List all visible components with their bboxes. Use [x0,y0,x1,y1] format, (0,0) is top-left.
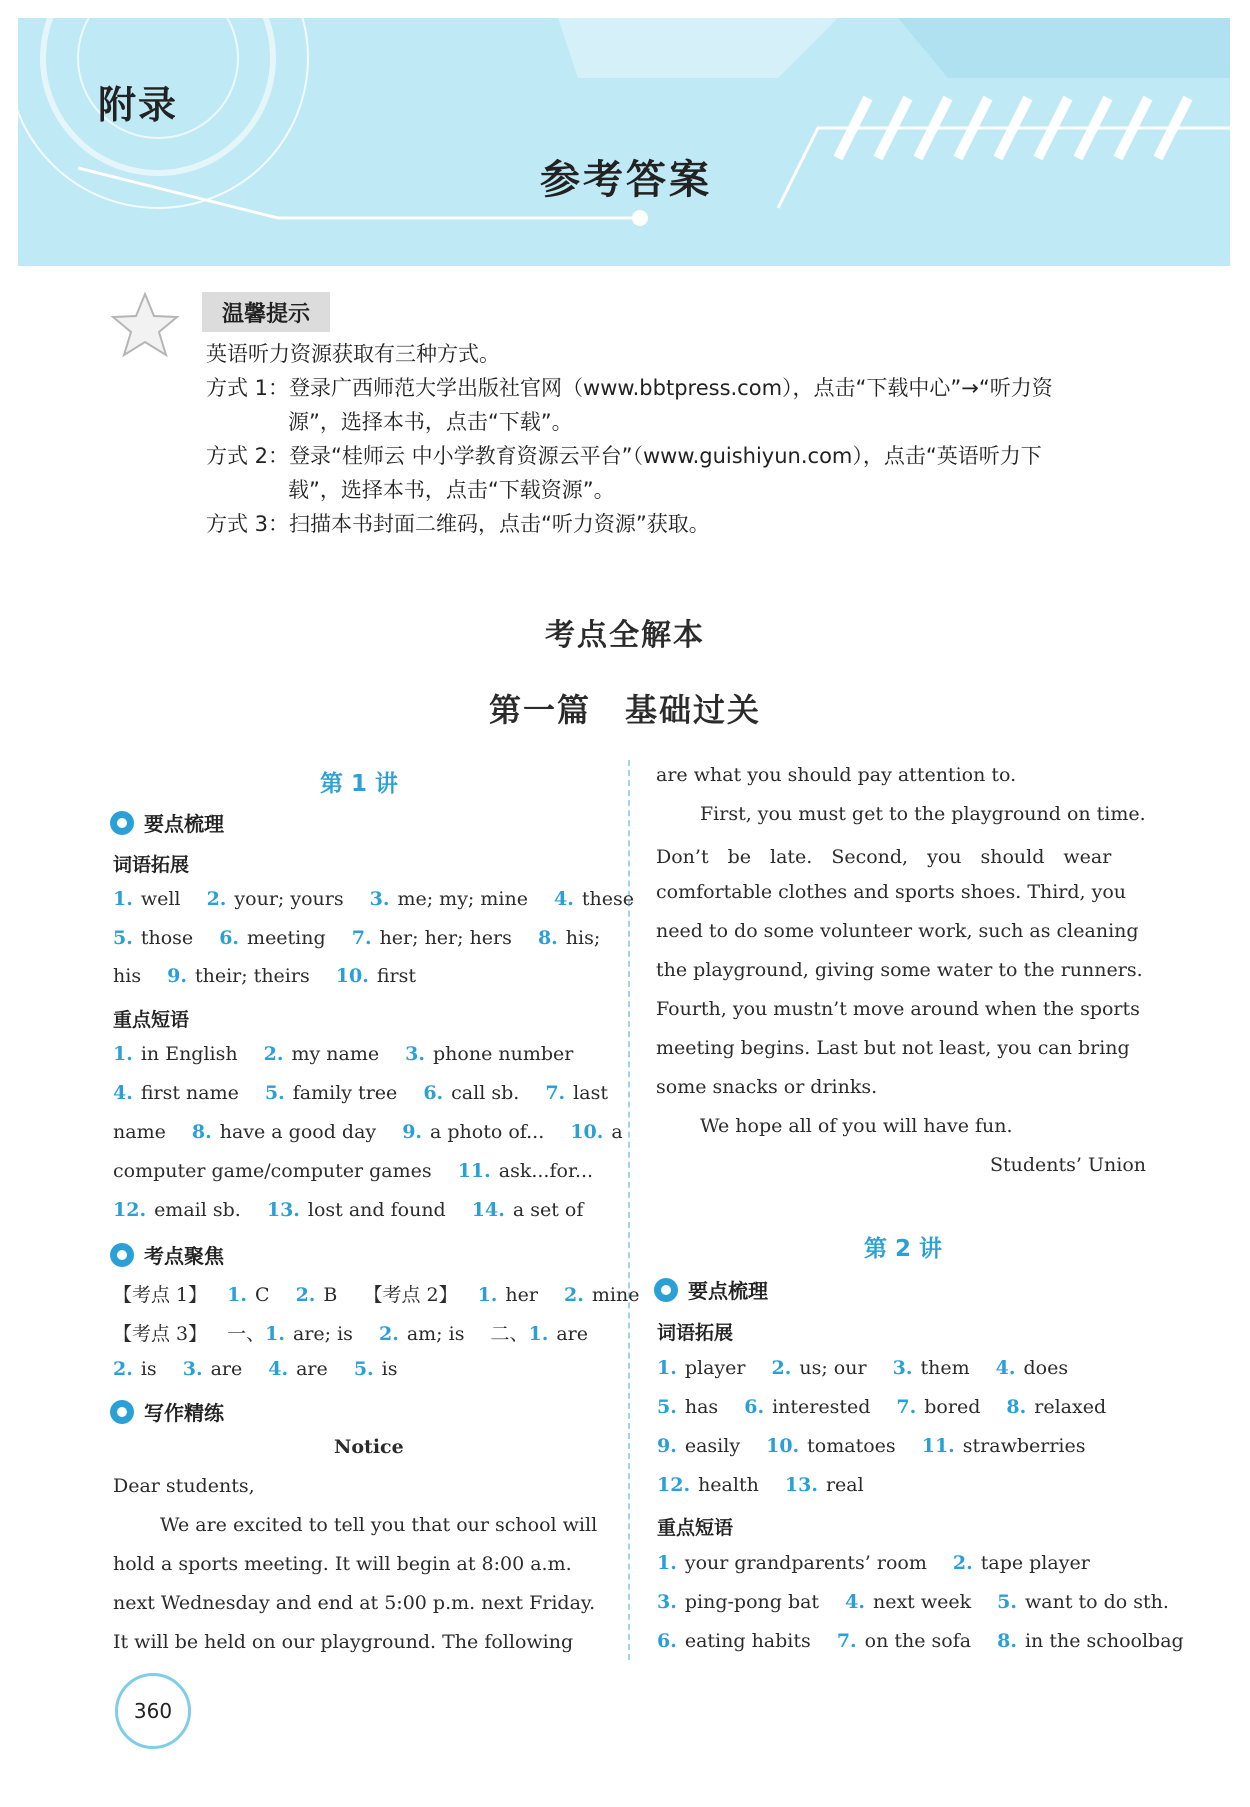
tip-method-1-cont: 源”，选择本书，点击“下载”。 [288,410,573,434]
tip-method-2: 方式 2：登录“桂师云 中小学教育资源云平台”（www.guishiyun.com），点击“英语听力下 [206,444,1042,468]
appendix-label: 附录 [98,83,179,127]
notice-title: Notice [334,1436,404,1458]
star-icon [110,290,180,360]
section-key-points: 要点梳理 [654,1275,768,1304]
lecture-2-heading: 第 2 讲 [864,1236,943,1262]
letter-line: need to do some volunteer work, such as cleaning [656,920,1139,942]
letter-line: are what you should pay attention to. [656,764,1017,786]
phrase-row: 1. your grandparents’ room 2. tape player [657,1552,1090,1574]
letter-line: hold a sports meeting. It will begin at 8:00 a.m. [113,1553,572,1575]
tip-intro: 英语听力资源获取有三种方式。 [206,342,500,366]
letter-line: next Wednesday and end at 5:00 p.m. next Friday. [113,1592,596,1614]
tip-method-2-cont: 载”，选择本书，点击“下载资源”。 [288,478,615,502]
focus-row: 2. is 3. are 4. are 5. is [113,1358,398,1380]
letter-line: comfortable clothes and sports shoes. Third, you [656,881,1127,903]
phrases-heading: 重点短语 [113,1009,190,1031]
answers-title: 参考答案 [540,157,712,203]
phrase-row: 6. eating habits 7. on the sofa 8. in the schoolbag [657,1630,1184,1652]
page-number: 360 [115,1673,191,1749]
section-icon [110,1400,134,1424]
section-icon [110,811,134,835]
section-icon [654,1278,678,1302]
part-title: 第一篇 基础过关 [488,691,761,729]
tip-method-3: 方式 3：扫描本书封面二维码，点击“听力资源”获取。 [206,512,710,536]
vocab-row: his 9. their; theirs 10. first [113,965,416,987]
phrase-row: 12. email sb. 13. lost and found 14. a set of [113,1199,584,1221]
section-icon [110,1243,134,1267]
vocab-row: 5. has 6. interested 7. bored 8. relaxed [657,1396,1107,1418]
vocab-heading: 词语拓展 [657,1322,734,1344]
letter-line: Don’t be late. Second, you should wear [656,846,1112,868]
letter-line: First, you must get to the playground on time. [700,803,1146,825]
letter-line: It will be held on our playground. The following [113,1631,574,1653]
letter-line: We hope all of you will have fun. [700,1115,1013,1137]
section-writing: 写作精练 [110,1397,224,1426]
letter-line: meeting begins. Last but not least, you can bring [656,1037,1130,1059]
tip-badge: 温馨提示 [202,292,330,332]
vocab-row: 1. player 2. us; our 3. them 4. does [657,1357,1069,1379]
phrase-row: 1. in English 2. my name 3. phone number [113,1043,574,1065]
lecture-1-heading: 第 1 讲 [320,771,399,797]
vocab-row: 1. well 2. your; yours 3. me; my; mine 4. these [113,888,634,910]
letter-line: some snacks or drinks. [656,1076,878,1098]
vocab-heading: 词语拓展 [113,854,190,876]
phrase-row: computer game/computer games 11. ask...for... [113,1160,594,1182]
letter-line: the playground, giving some water to the runners. [656,959,1143,981]
focus-row: 【考点 1】 1. C 2. B 【考点 2】 1. her 2. mine [113,1284,640,1306]
phrases-heading: 重点短语 [657,1517,734,1539]
letter-line: We are excited to tell you that our school will [160,1514,598,1536]
header-banner [18,18,1230,266]
focus-row: 【考点 3】 一、1. are; is 2. am; is 二、1. are [113,1323,589,1345]
phrase-row: 3. ping-pong bat 4. next week 5. want to do sth. [657,1591,1169,1613]
book-title: 考点全解本 [545,618,705,653]
letter-signature: Students’ Union [990,1154,1146,1176]
phrase-row: name 8. have a good day 9. a photo of... 10. a [113,1121,623,1143]
phrase-row: 4. first name 5. family tree 6. call sb. 7. last [113,1082,608,1104]
banner-decoration [18,18,1230,266]
letter-line: Fourth, you mustn’t move around when the sports [656,998,1140,1020]
letter-greeting: Dear students, [113,1475,255,1497]
vocab-row: 9. easily 10. tomatoes 11. strawberries [657,1435,1086,1457]
section-key-points: 要点梳理 [110,808,224,837]
section-focus: 考点聚焦 [110,1240,224,1269]
tip-method-1: 方式 1：登录广西师范大学出版社官网（www.bbtpress.com），点击“下载中心”→“听力资 [206,376,1053,400]
vocab-row: 5. those 6. meeting 7. her; her; hers 8. his; [113,927,601,949]
vocab-row: 12. health 13. real [657,1474,864,1496]
